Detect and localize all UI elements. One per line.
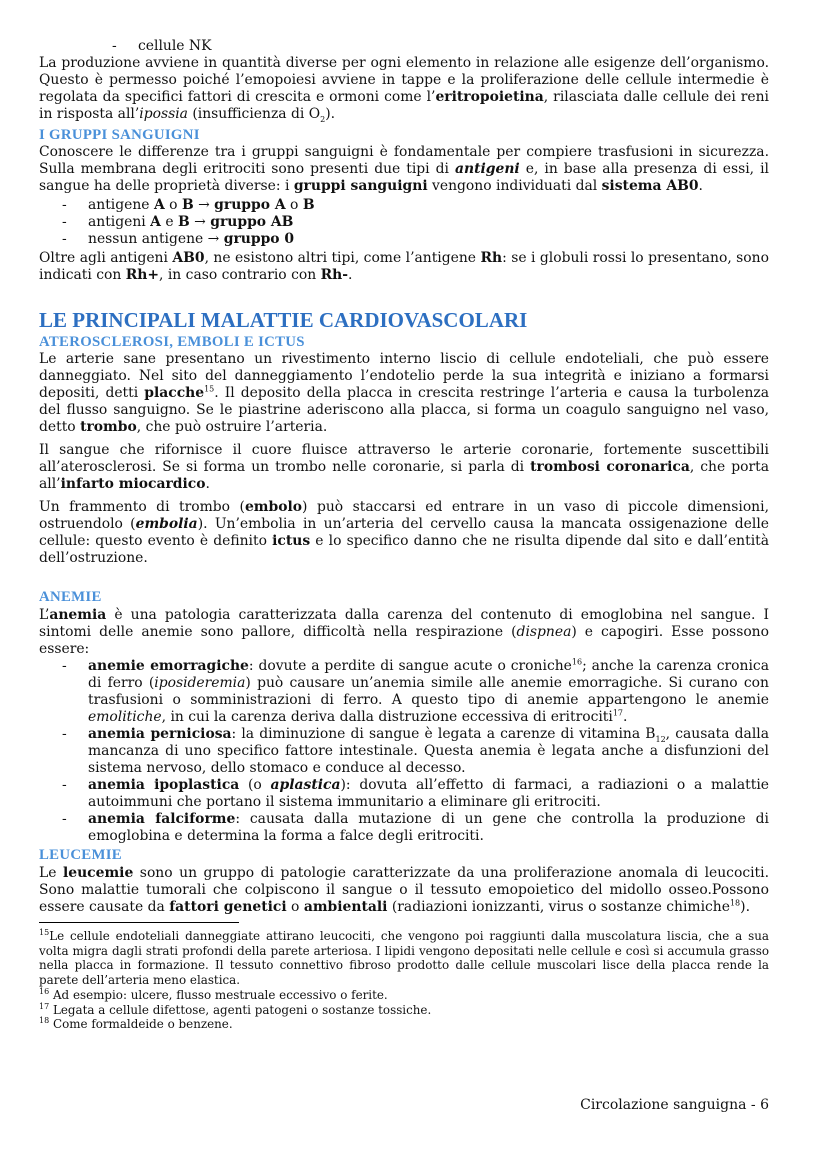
footnote-18: $^{18}$ Come formaldeide o benzene. bbox=[39, 1016, 233, 1032]
list-item: - anemia falciforme: causata dalla mutazione di un gene che controlla la produzione di emoglobina e determina la forma a falce degli eritrociti. bbox=[88, 811, 769, 845]
footnote-divider bbox=[39, 922, 239, 923]
anemie-list bbox=[39, 658, 769, 845]
paragraph-leucemie: Le leucemie sono un gruppo di patologie caratterizzate da una proliferazione anomala di leucociti. Sono malattie tumorali che colpiscono il sangue o il tessuto emopoietico del midollo osseo.Possono essere causate da fattori genetici o ambientali (radiazioni ionizzanti, virus o sostanze chimiche$^{18}$). bbox=[39, 865, 769, 915]
list-item: - cellule NK bbox=[138, 38, 769, 55]
paragraph-aterosclerosi-3: Un frammento di trombo (embolo) può staccarsi ed entrare in un vaso di piccole dimensioni, ostruendolo (embolia). Un’embolia in un’arteria del cervello causa la mancata ossigenazione delle cellule: questo evento è definito ictus e lo specifico danno che ne risulta dipende dal sito e dall’entità dell’ostruzione. bbox=[39, 499, 769, 566]
list-item: - anemia perniciosa: la diminuzione di sangue è legata a carenze di vitamina $B_{12}$, causata dalla mancanza di uno specifico fattore intestinale. Questa anemia è legata anche a disfunzioni del sistema nervoso, dello stomaco e conduce al decesso. bbox=[88, 726, 769, 777]
document-page bbox=[39, 38, 769, 1032]
list-item: - nessun antigene → gruppo 0 bbox=[88, 231, 769, 248]
heading-leucemie: LEUCEMIE bbox=[39, 847, 122, 863]
heading-aterosclerosi: ATEROSCLEROSI, EMBOLI E ICTUS bbox=[39, 334, 305, 350]
footnote-17: $^{17}$ Legata a cellule difettose, agenti patogeni o sostanze tossiche. bbox=[39, 1001, 432, 1017]
footnote-15: $^{15}$Le cellule endoteliali danneggiate attirano leucociti, che vengono poi raggiunti dalla muscolatura liscia, che a sua volta migra dagli strati profondi della parete arteriosa. I lipidi vengono depositati nelle cellule e così si accumula grasso nella placca in formazione. Il tessuto connettivo fibroso prodotto dalle cellule muscolari lisce della placca rende la parete dell’arteria meno elastica. bbox=[39, 928, 769, 988]
list-item: - anemie emorragiche: dovute a perdite di sangue acute o croniche$^{16}$; anche la carenza cronica di ferro (iposideremia) può causare un’anemia simile alle anemie emorragiche. Si curano con trasfusioni o somministrazioni di ferro. A questo tipo di anemie appartengono le anemie emolitiche, in cui la carenza deriva dalla distruzione eccessiva di eritrociti$^{17}$. bbox=[88, 658, 769, 726]
heading-gruppi-sanguigni: I GRUPPI SANGUIGNI bbox=[39, 127, 200, 143]
blood-group-list bbox=[39, 197, 769, 248]
list-item: - antigeni A e B → gruppo AB bbox=[88, 214, 769, 231]
footnote-16: $^{16}$ Ad esempio: ulcere, flusso mestruale eccessivo o ferite. bbox=[39, 986, 388, 1002]
paragraph-aterosclerosi-1: Le arterie sane presentano un rivestimento interno liscio di cellule endoteliali, che può essere danneggiato. Nel sito del danneggiamento l’endotelio perde la sua integrità e iniziano a formarsi depositi, detti placche$^{15}$. Il deposito della placca in crescita restringe l’arteria e causa la turbolenza del flusso sanguigno. Se le piastrine aderiscono alla placca, si forma un coagulo sanguigno nel vaso, detto trombo, che può ostruire l’arteria. bbox=[39, 351, 769, 435]
list-item: - antigene A o B → gruppo A o B bbox=[88, 197, 769, 214]
paragraph-aterosclerosi-2: Il sangue che rifornisce il cuore fluisce attraverso le arterie coronarie, fortemente suscettibili all’aterosclerosi. Se si forma un trombo nelle coronarie, si parla di trombosi coronarica, che porta all’infarto miocardico. bbox=[39, 442, 769, 492]
cell-list bbox=[39, 38, 769, 55]
paragraph-rh: Oltre agli antigeni AB0, ne esistono altri tipi, come l’antigene Rh: se i globuli rossi lo presentano, sono indicati con Rh+, in caso contrario con Rh-. bbox=[39, 250, 769, 283]
heading-anemie: ANEMIE bbox=[39, 589, 102, 605]
paragraph-anemie: L’anemia è una patologia caratterizzata dalla carenza del contenuto di emoglobina nel sangue. I sintomi delle anemie sono pallore, difficoltà nella respirazione (dispnea) e capogiri. Esse possono essere: bbox=[39, 607, 769, 657]
list-item: - anemia ipoplastica (o aplastica): dovuta all’effetto di farmaci, a radiazioni o a malattie autoimmuni che portano il sistema immunitario a eliminare gli eritrociti. bbox=[88, 777, 769, 811]
paragraph-production: La produzione avviene in quantità diverse per ogni elemento in relazione alle esigenze dell’organismo. Questo è permesso poiché l’emopoiesi avviene in tappe e la proliferazione delle cellule intermedie è regolata da specifici fattori di crescita e ormoni come l’eritropoietina, rilasciata dalle cellule dei reni in risposta all’ipossia (insufficienza di $O_2$). bbox=[39, 55, 769, 124]
paragraph-gruppi: Conoscere le differenze tra i gruppi sanguigni è fondamentale per compiere trasfusioni in sicurezza. Sulla membrana degli eritrociti sono presenti due tipi di antigeni e, in base alla presenza di essi, il sangue ha delle proprietà diverse: i gruppi sanguigni vengono individuati dal sistema AB0. bbox=[39, 144, 769, 194]
heading-malattie-cardiovascolari: LE PRINCIPALI MALATTIE CARDIOVASCOLARI bbox=[39, 308, 528, 332]
page-footer: Circolazione sanguigna - 6 bbox=[580, 1097, 769, 1113]
